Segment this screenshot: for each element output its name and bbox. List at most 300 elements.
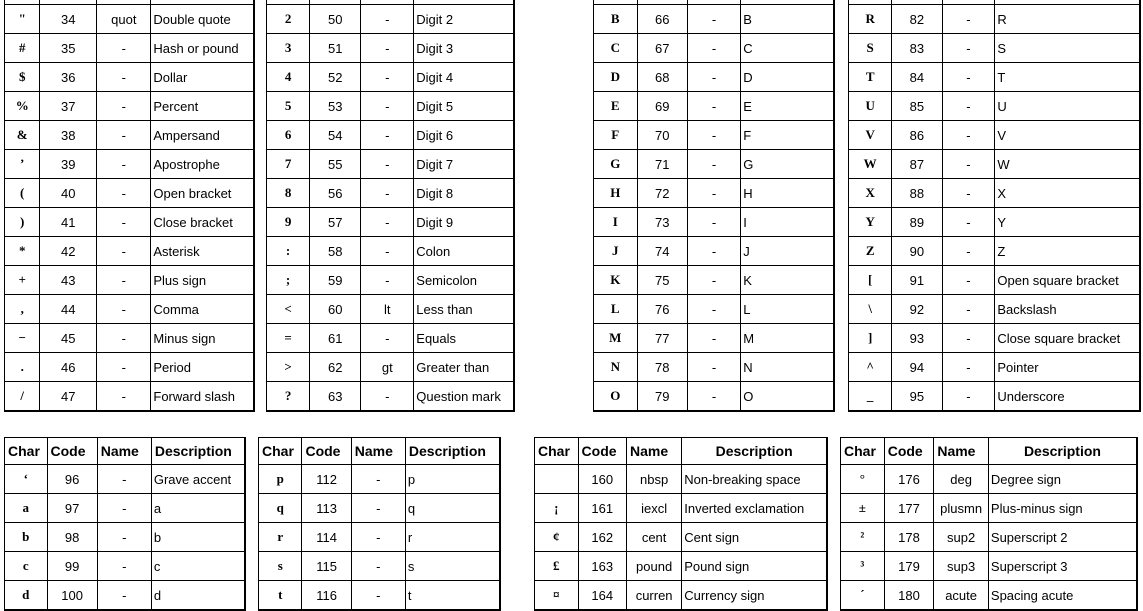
entity-name-cell: - bbox=[97, 353, 151, 382]
code-cell: 94 bbox=[892, 353, 942, 382]
char-table-50-63 bbox=[266, 0, 515, 412]
char-cell: W bbox=[849, 150, 892, 179]
description-cell: Open bracket bbox=[151, 179, 253, 208]
description-cell: Plus-minus sign bbox=[989, 494, 1136, 523]
column-header-name: Name bbox=[352, 438, 406, 465]
char-cell: S bbox=[849, 34, 892, 63]
entity-name-cell: - bbox=[688, 324, 741, 353]
table-row bbox=[267, 237, 513, 266]
table-row bbox=[594, 34, 833, 63]
entity-name-cell: - bbox=[361, 324, 414, 353]
entity-name-cell: - bbox=[98, 581, 152, 609]
table-row bbox=[5, 208, 253, 237]
char-cell: p bbox=[259, 465, 302, 494]
entity-name-cell: - bbox=[688, 150, 741, 179]
code-cell: 116 bbox=[302, 581, 351, 609]
char-cell: X bbox=[849, 179, 892, 208]
column-header-name: Name bbox=[627, 438, 682, 465]
description-cell: Digit 2 bbox=[414, 5, 513, 34]
char-cell: & bbox=[5, 121, 40, 150]
code-cell: 61 bbox=[310, 324, 361, 353]
char-cell: J bbox=[594, 237, 638, 266]
char-cell: d bbox=[5, 581, 48, 609]
code-cell: 112 bbox=[302, 465, 351, 494]
char-cell bbox=[535, 465, 579, 494]
code-cell: 92 bbox=[892, 295, 942, 324]
description-cell: X bbox=[995, 179, 1139, 208]
code-cell: 66 bbox=[638, 5, 688, 34]
char-cell: £ bbox=[535, 552, 579, 581]
table-row bbox=[535, 581, 826, 609]
table-row bbox=[5, 179, 253, 208]
char-cell: U bbox=[849, 92, 892, 121]
entity-name-cell: lt bbox=[361, 295, 414, 324]
char-cell: < bbox=[267, 295, 310, 324]
table-row bbox=[267, 5, 513, 34]
char-cell: ’ bbox=[5, 150, 40, 179]
description-cell: Colon bbox=[414, 237, 513, 266]
entity-name-cell: - bbox=[361, 63, 414, 92]
code-cell: 113 bbox=[302, 494, 351, 523]
char-cell: ¡ bbox=[535, 494, 579, 523]
table-row bbox=[849, 208, 1139, 237]
char-cell: C bbox=[594, 34, 638, 63]
char-cell: V bbox=[849, 121, 892, 150]
code-cell: 54 bbox=[310, 121, 361, 150]
char-cell: ´ bbox=[841, 581, 885, 609]
description-cell: d bbox=[153, 587, 162, 603]
entity-name-cell: - bbox=[688, 353, 741, 382]
description-cell: B bbox=[741, 5, 833, 34]
description-cell: Y bbox=[995, 208, 1139, 237]
entity-name-cell: - bbox=[943, 295, 996, 324]
table-row bbox=[267, 208, 513, 237]
code-cell: 90 bbox=[892, 237, 942, 266]
table-row bbox=[849, 5, 1139, 34]
entity-name-cell: - bbox=[352, 465, 406, 494]
entity-name-cell: - bbox=[352, 581, 406, 609]
char-cell: _ bbox=[849, 382, 892, 410]
description-cell: Apostrophe bbox=[151, 150, 253, 179]
code-cell: 75 bbox=[638, 266, 688, 295]
char-cell: / bbox=[5, 382, 40, 410]
entity-name-cell: - bbox=[688, 92, 741, 121]
char-cell: * bbox=[5, 237, 40, 266]
entity-name-cell: - bbox=[688, 34, 741, 63]
code-cell: 53 bbox=[310, 92, 361, 121]
char-cell: ¤ bbox=[535, 581, 579, 609]
code-cell: 36 bbox=[40, 63, 97, 92]
char-cell: I bbox=[594, 208, 638, 237]
entity-name-cell: - bbox=[97, 150, 151, 179]
char-table-160-164 bbox=[534, 437, 828, 611]
table-row bbox=[259, 523, 499, 552]
code-cell: 86 bbox=[892, 121, 942, 150]
code-cell: 68 bbox=[638, 63, 688, 92]
entity-name-cell: pound bbox=[627, 552, 682, 581]
code-cell: 163 bbox=[579, 552, 627, 581]
char-cell: B bbox=[594, 5, 638, 34]
entity-name-cell: - bbox=[943, 382, 996, 410]
code-cell: 98 bbox=[48, 523, 98, 552]
code-cell: 88 bbox=[892, 179, 942, 208]
char-cell: D bbox=[594, 63, 638, 92]
description-cell: L bbox=[741, 295, 833, 324]
description-cell: S bbox=[995, 34, 1139, 63]
table-row bbox=[849, 324, 1139, 353]
char-cell: Y bbox=[849, 208, 892, 237]
entity-name-cell: - bbox=[361, 92, 414, 121]
table-header-row bbox=[259, 438, 499, 465]
table-row bbox=[535, 465, 826, 494]
column-header-code: Code bbox=[579, 438, 627, 465]
char-cell: $ bbox=[5, 63, 40, 92]
entity-name-cell: - bbox=[361, 208, 414, 237]
char-table-82-95 bbox=[848, 0, 1141, 412]
table-row bbox=[5, 353, 253, 382]
column-header-description: Description bbox=[989, 438, 1136, 465]
description-cell: Double quote bbox=[151, 5, 253, 34]
description-cell: Open square bracket bbox=[995, 266, 1139, 295]
description-cell: Degree sign bbox=[989, 465, 1136, 494]
char-cell: M bbox=[594, 324, 638, 353]
description-cell: Equals bbox=[414, 324, 513, 353]
table-row bbox=[267, 34, 513, 63]
description-cell: O bbox=[743, 388, 754, 404]
entity-name-cell: - bbox=[97, 237, 151, 266]
entity-name-cell: - bbox=[97, 63, 151, 92]
table-row bbox=[594, 63, 833, 92]
column-header-char: Char bbox=[841, 438, 885, 465]
description-cell: s bbox=[406, 552, 499, 581]
code-cell: 97 bbox=[48, 494, 98, 523]
table-row bbox=[849, 92, 1139, 121]
code-cell: 55 bbox=[310, 150, 361, 179]
description-cell: Comma bbox=[151, 295, 253, 324]
code-cell: 40 bbox=[40, 179, 97, 208]
entity-name-cell: - bbox=[688, 382, 741, 410]
entity-name-cell: - bbox=[361, 150, 414, 179]
description-cell: Spacing acute bbox=[990, 587, 1074, 603]
table-header-row bbox=[5, 438, 244, 465]
code-cell: 114 bbox=[302, 523, 351, 552]
table-row bbox=[5, 34, 253, 63]
table-row bbox=[5, 494, 244, 523]
char-cell: ^ bbox=[849, 353, 892, 382]
code-cell: 84 bbox=[892, 63, 942, 92]
description-cell: Superscript 2 bbox=[989, 523, 1136, 552]
description-cell: r bbox=[406, 523, 499, 552]
code-cell: 95 bbox=[892, 382, 942, 410]
entity-name-cell: - bbox=[361, 34, 414, 63]
code-cell: 47 bbox=[40, 382, 97, 410]
entity-name-cell: - bbox=[943, 237, 996, 266]
code-cell: 99 bbox=[48, 552, 98, 581]
description-cell: Cent sign bbox=[682, 523, 826, 552]
char-cell: 9 bbox=[267, 208, 310, 237]
description-cell: a bbox=[152, 494, 244, 523]
table-row bbox=[849, 34, 1139, 63]
code-cell: 177 bbox=[885, 494, 935, 523]
char-cell: ? bbox=[267, 382, 310, 410]
char-cell: ( bbox=[5, 179, 40, 208]
entity-name-cell: - bbox=[97, 92, 151, 121]
entity-name-cell: - bbox=[943, 266, 996, 295]
description-cell: Backslash bbox=[995, 295, 1139, 324]
entity-name-cell: curren bbox=[627, 581, 682, 609]
char-cell: q bbox=[259, 494, 302, 523]
code-cell: 39 bbox=[40, 150, 97, 179]
code-cell: 46 bbox=[40, 353, 97, 382]
table-row bbox=[849, 353, 1139, 382]
char-cell: c bbox=[5, 552, 48, 581]
code-cell: 42 bbox=[40, 237, 97, 266]
table-row bbox=[535, 494, 826, 523]
code-cell: 41 bbox=[40, 208, 97, 237]
description-cell: Close bracket bbox=[151, 208, 253, 237]
code-cell: 164 bbox=[579, 581, 627, 609]
code-cell: 69 bbox=[638, 92, 688, 121]
description-cell: M bbox=[741, 324, 833, 353]
table-row bbox=[267, 353, 513, 382]
code-cell: 180 bbox=[885, 581, 935, 609]
char-cell: " bbox=[5, 5, 40, 34]
char-cell: r bbox=[259, 523, 302, 552]
entity-name-cell: - bbox=[97, 266, 151, 295]
description-cell: q bbox=[406, 494, 499, 523]
code-cell: 76 bbox=[638, 295, 688, 324]
char-cell: % bbox=[5, 92, 40, 121]
description-cell: Digit 7 bbox=[414, 150, 513, 179]
description-cell: Non-breaking space bbox=[682, 465, 826, 494]
entity-name-cell: - bbox=[943, 5, 996, 34]
code-cell: 161 bbox=[579, 494, 627, 523]
entity-name-cell: - bbox=[943, 353, 996, 382]
table-row bbox=[594, 237, 833, 266]
code-cell: 62 bbox=[310, 353, 361, 382]
table-row bbox=[594, 295, 833, 324]
table-row bbox=[5, 121, 253, 150]
char-cell: + bbox=[5, 266, 40, 295]
table-row bbox=[5, 237, 253, 266]
char-cell: ] bbox=[849, 324, 892, 353]
description-cell: C bbox=[741, 34, 833, 63]
entity-name-cell: - bbox=[352, 523, 406, 552]
entity-name-cell: - bbox=[361, 179, 414, 208]
description-cell: D bbox=[741, 63, 833, 92]
table-header-row bbox=[535, 438, 826, 465]
column-header-code: Code bbox=[885, 438, 935, 465]
char-table-96-100 bbox=[4, 437, 246, 611]
table-row bbox=[849, 63, 1139, 92]
table-row bbox=[594, 5, 833, 34]
description-cell: Plus sign bbox=[151, 266, 253, 295]
code-cell: 160 bbox=[579, 465, 627, 494]
code-cell: 52 bbox=[310, 63, 361, 92]
char-cell: N bbox=[594, 353, 638, 382]
entity-name-cell: quot bbox=[97, 5, 151, 34]
description-cell: W bbox=[995, 150, 1139, 179]
column-header-char: Char bbox=[5, 438, 48, 465]
entity-name-cell: nbsp bbox=[627, 465, 682, 494]
table-row bbox=[594, 324, 833, 353]
table-row bbox=[849, 382, 1139, 410]
code-cell: 59 bbox=[310, 266, 361, 295]
char-cell: R bbox=[849, 5, 892, 34]
description-cell: Semicolon bbox=[414, 266, 513, 295]
description-cell: Grave accent bbox=[152, 465, 244, 494]
table-row bbox=[535, 552, 826, 581]
description-cell: I bbox=[741, 208, 833, 237]
code-cell: 44 bbox=[40, 295, 97, 324]
column-header-name: Name bbox=[934, 438, 989, 465]
code-cell: 179 bbox=[885, 552, 935, 581]
char-cell: F bbox=[594, 121, 638, 150]
code-cell: 67 bbox=[638, 34, 688, 63]
column-header-name: Name bbox=[98, 438, 152, 465]
description-cell: R bbox=[995, 5, 1139, 34]
description-cell: Digit 6 bbox=[414, 121, 513, 150]
char-cell: ; bbox=[267, 266, 310, 295]
table-row bbox=[594, 179, 833, 208]
entity-name-cell: - bbox=[943, 150, 996, 179]
description-cell: Pointer bbox=[995, 353, 1139, 382]
table-row bbox=[849, 266, 1139, 295]
table-row bbox=[267, 295, 513, 324]
description-cell: t bbox=[407, 587, 412, 603]
entity-name-cell: - bbox=[688, 237, 741, 266]
table-row bbox=[841, 465, 1136, 494]
description-cell: Close square bracket bbox=[995, 324, 1139, 353]
code-cell: 176 bbox=[885, 465, 935, 494]
char-cell: a bbox=[5, 494, 48, 523]
code-cell: 71 bbox=[638, 150, 688, 179]
description-cell: Greater than bbox=[414, 353, 513, 382]
table-row bbox=[535, 523, 826, 552]
code-cell: 100 bbox=[48, 581, 98, 609]
code-cell: 58 bbox=[310, 237, 361, 266]
table-row bbox=[849, 295, 1139, 324]
table-row bbox=[267, 92, 513, 121]
description-cell: J bbox=[741, 237, 833, 266]
table-row bbox=[267, 121, 513, 150]
table-row bbox=[259, 465, 499, 494]
char-cell: 8 bbox=[267, 179, 310, 208]
char-cell: K bbox=[594, 266, 638, 295]
description-cell: Digit 9 bbox=[414, 208, 513, 237]
description-cell: Dollar bbox=[151, 63, 253, 92]
entity-name-cell: - bbox=[97, 121, 151, 150]
description-cell: b bbox=[152, 523, 244, 552]
entity-name-cell: - bbox=[688, 208, 741, 237]
entity-name-cell: sup2 bbox=[934, 523, 989, 552]
table-row bbox=[594, 353, 833, 382]
entity-name-cell: - bbox=[688, 179, 741, 208]
table-row bbox=[849, 237, 1139, 266]
char-cell: 2 bbox=[267, 5, 310, 34]
code-cell: 162 bbox=[579, 523, 627, 552]
entity-name-cell: - bbox=[97, 179, 151, 208]
code-cell: 78 bbox=[638, 353, 688, 382]
description-cell: K bbox=[741, 266, 833, 295]
char-cell: 3 bbox=[267, 34, 310, 63]
char-cell: s bbox=[259, 552, 302, 581]
entity-name-cell: plusmn bbox=[934, 494, 989, 523]
char-cell: = bbox=[267, 324, 310, 353]
entity-name-cell: - bbox=[688, 266, 741, 295]
code-cell: 60 bbox=[310, 295, 361, 324]
char-cell: 7 bbox=[267, 150, 310, 179]
column-header-char: Char bbox=[535, 438, 579, 465]
column-header-code: Code bbox=[48, 438, 98, 465]
code-cell: 57 bbox=[310, 208, 361, 237]
char-cell: . bbox=[5, 353, 40, 382]
code-cell: 82 bbox=[892, 5, 942, 34]
entity-name-cell: - bbox=[943, 179, 996, 208]
code-cell: 96 bbox=[48, 465, 98, 494]
code-cell: 50 bbox=[310, 5, 361, 34]
description-cell: Digit 3 bbox=[414, 34, 513, 63]
entity-name-cell: deg bbox=[934, 465, 989, 494]
char-cell: ¢ bbox=[535, 523, 579, 552]
entity-name-cell: - bbox=[688, 121, 741, 150]
description-cell: Period bbox=[151, 353, 253, 382]
description-cell: Underscore bbox=[997, 388, 1065, 404]
code-cell: 51 bbox=[310, 34, 361, 63]
description-cell: Ampersand bbox=[151, 121, 253, 150]
table-row bbox=[5, 382, 253, 410]
entity-name-cell: sup3 bbox=[934, 552, 989, 581]
table-row bbox=[5, 92, 253, 121]
char-table-34-47 bbox=[4, 0, 255, 412]
code-cell: 89 bbox=[892, 208, 942, 237]
char-cell: : bbox=[267, 237, 310, 266]
description-cell: Digit 5 bbox=[414, 92, 513, 121]
description-cell: G bbox=[741, 150, 833, 179]
table-row bbox=[841, 523, 1136, 552]
entity-name-cell: - bbox=[97, 382, 151, 410]
description-cell: Hash or pound bbox=[151, 34, 253, 63]
char-cell: # bbox=[5, 34, 40, 63]
code-cell: 56 bbox=[310, 179, 361, 208]
char-cell: 4 bbox=[267, 63, 310, 92]
code-cell: 43 bbox=[40, 266, 97, 295]
char-cell: ± bbox=[841, 494, 885, 523]
description-cell: Inverted exclamation bbox=[682, 494, 826, 523]
table-row bbox=[594, 150, 833, 179]
char-cell: L bbox=[594, 295, 638, 324]
description-cell: Forward slash bbox=[153, 388, 236, 404]
column-header-code: Code bbox=[302, 438, 351, 465]
table-row bbox=[5, 465, 244, 494]
code-cell: 34 bbox=[40, 5, 97, 34]
table-row bbox=[5, 324, 253, 353]
description-cell: Z bbox=[995, 237, 1139, 266]
table-row bbox=[594, 208, 833, 237]
description-cell: p bbox=[406, 465, 499, 494]
char-cell: , bbox=[5, 295, 40, 324]
code-cell: 77 bbox=[638, 324, 688, 353]
table-row bbox=[849, 179, 1139, 208]
code-cell: 87 bbox=[892, 150, 942, 179]
table-row bbox=[5, 150, 253, 179]
description-cell: U bbox=[995, 92, 1139, 121]
entity-name-cell: - bbox=[943, 121, 996, 150]
char-cell: ‘ bbox=[5, 465, 48, 494]
table-row bbox=[267, 324, 513, 353]
column-header-description: Description bbox=[152, 438, 244, 465]
entity-name-cell: gt bbox=[361, 353, 414, 382]
